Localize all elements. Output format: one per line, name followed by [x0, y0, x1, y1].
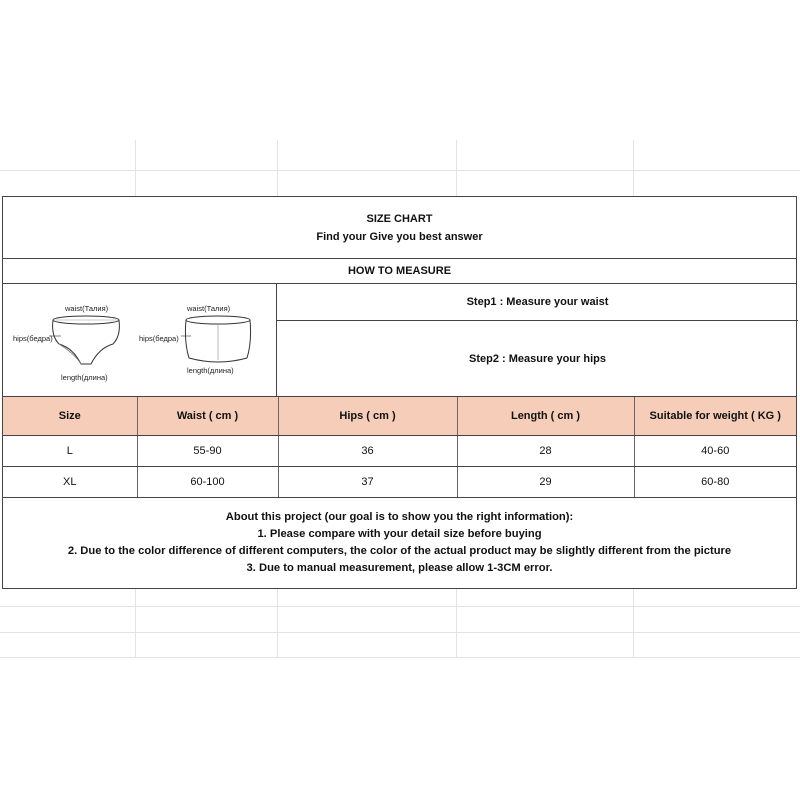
- col-waist: Waist ( cm ): [137, 397, 278, 436]
- diagram-waist-label-back: waist(Талия): [187, 304, 231, 313]
- step2-measure-hips: Step2 : Measure your hips: [469, 353, 606, 365]
- cell-length: 29: [457, 467, 634, 498]
- diagram-length-label-front: length(длина): [61, 373, 108, 382]
- table-row: [3, 467, 796, 498]
- cell-weight: 60-80: [634, 467, 796, 498]
- note-item: 1. Please compare with your detail size before buying: [257, 528, 542, 540]
- diagram-length-label-back: length(длина): [187, 366, 234, 375]
- size-table-header: [3, 397, 796, 436]
- col-hips: Hips ( cm ): [278, 397, 457, 436]
- note-item: 2. Due to the color difference of different computers, the color of the actual product may be slightly different from the picture: [67, 545, 732, 557]
- col-weight: Suitable for weight ( KG ): [634, 397, 796, 436]
- cell-weight: 40-60: [634, 436, 796, 467]
- chart-title: SIZE CHART: [366, 212, 433, 225]
- table-row: [3, 436, 796, 467]
- cell-size: L: [3, 436, 137, 467]
- cell-hips: 37: [278, 467, 457, 498]
- step1-measure-waist: Step1 : Measure your waist: [277, 284, 798, 321]
- cell-waist: 60-100: [137, 467, 278, 498]
- briefs-front-icon: [49, 314, 123, 370]
- measure-section: [3, 284, 796, 397]
- notes-section: [3, 496, 796, 590]
- cell-size: XL: [3, 467, 137, 498]
- chart-subtitle: Find your Give you best answer: [316, 230, 483, 243]
- title-section: [3, 197, 796, 259]
- note-item: 3. Due to manual measurement, please allow 1-3CM error.: [246, 562, 553, 574]
- cell-length: 28: [457, 436, 634, 467]
- diagram-hips-label-front: hips(бедра): [13, 334, 53, 343]
- col-size: Size: [3, 397, 137, 436]
- cell-hips: 36: [278, 436, 457, 467]
- cell-waist: 55-90: [137, 436, 278, 467]
- notes-intro: About this project (our goal is to show you the right information):: [225, 511, 574, 523]
- measurement-diagram: [3, 284, 277, 396]
- how-to-measure-heading: HOW TO MEASURE: [3, 259, 796, 284]
- col-length: Length ( cm ): [457, 397, 634, 436]
- briefs-back-icon: [181, 314, 255, 366]
- diagram-waist-label-front: waist(Талия): [65, 304, 109, 313]
- diagram-hips-label-back: hips(бедра): [139, 334, 179, 343]
- size-chart-sheet: [2, 196, 797, 589]
- size-table: [3, 397, 796, 498]
